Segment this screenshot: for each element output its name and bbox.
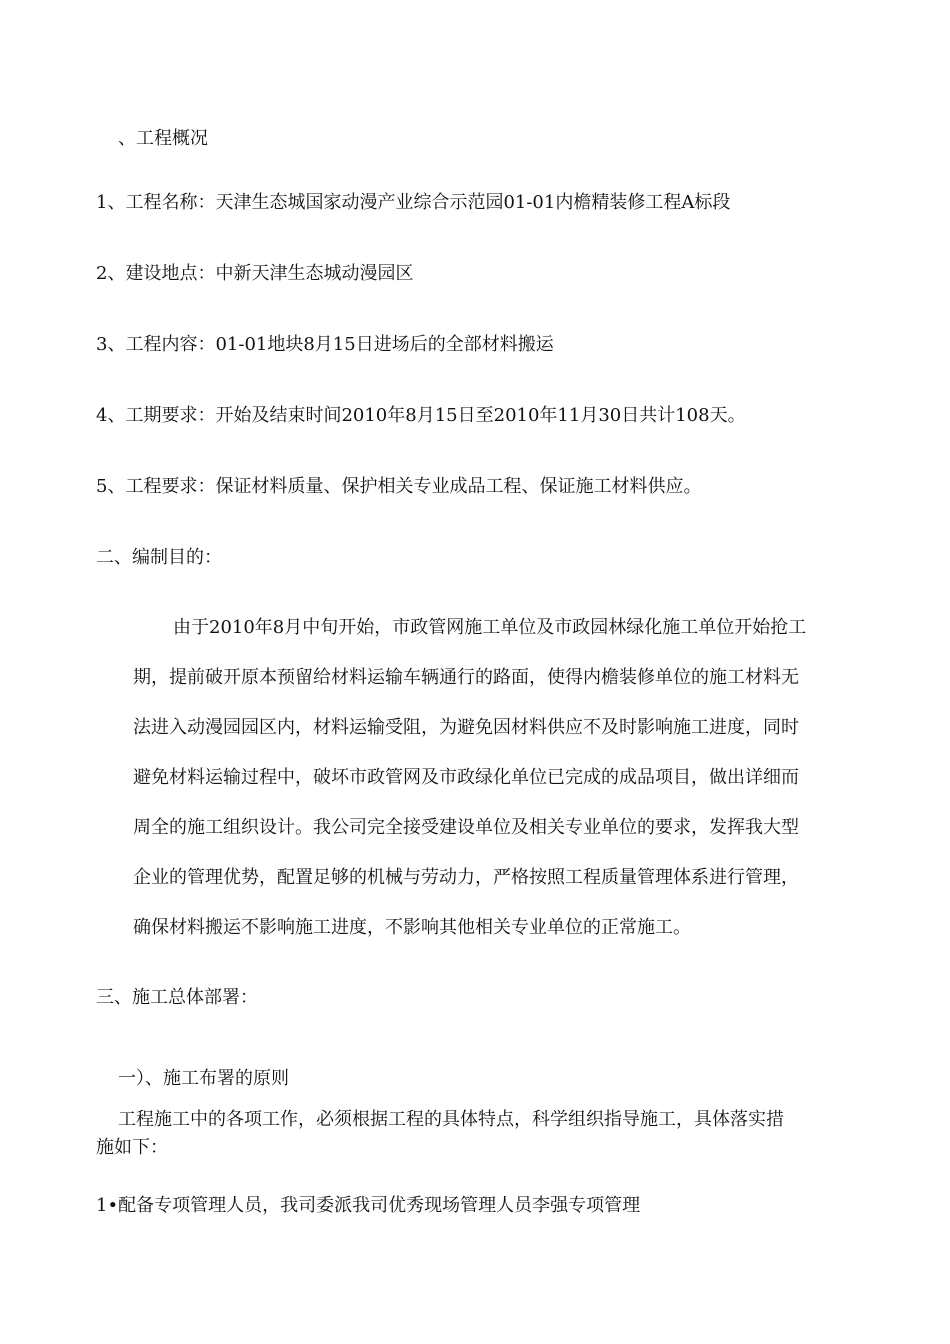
purpose-paragraph — [133, 615, 853, 965]
list-item-project-name: 1、工程名称：天津生态城国家动漫产业综合示范园01-01内檐精装修工程A标段 — [96, 192, 731, 213]
paragraph-line: 期，提前破开原本预留给材料运输车辆通行的路面，使得内檐装修单位的施工材料无 — [133, 667, 799, 688]
list-item-schedule: 4、工期要求：开始及结束时间2010年8月15日至2010年11月30日共计108天。 — [96, 405, 746, 426]
paragraph-line: 避免材料运输过程中，破坏市政管网及市政绿化单位已完成的成品项目，做出详细而 — [133, 767, 799, 788]
section-heading-deployment: 三、施工总体部署： — [96, 987, 258, 1008]
principles-paragraph-line: 施如下： — [96, 1137, 168, 1158]
paragraph-line: 周全的施工组织设计。我公司完全接受建设单位及相关专业单位的要求，发挥我大型 — [133, 817, 799, 838]
paragraph-line: 企业的管理优势，配置足够的机械与劳动力，严格按照工程质量管理体系进行管理， — [133, 867, 799, 888]
list-item-location: 2、建设地点：中新天津生态城动漫园区 — [96, 263, 414, 284]
list-item-requirements: 5、工程要求：保证材料质量、保护相关专业成品工程、保证施工材料供应。 — [96, 476, 702, 497]
paragraph-line: 由于2010年8月中旬开始，市政管网施工单位及市政园林绿化施工单位开始抢工 — [173, 617, 807, 638]
subsection-heading-principles: 一）、施工布署的原则 — [118, 1068, 289, 1089]
section-heading-overview: 、工程概况 — [118, 128, 208, 149]
paragraph-line: 确保材料搬运不影响施工进度，不影响其他相关专业单位的正常施工。 — [133, 917, 691, 938]
list-item-staffing: 1•配备专项管理人员，我司委派我司优秀现场管理人员李强专项管理 — [96, 1195, 641, 1216]
paragraph-line: 法进入动漫园园区内，材料运输受阻，为避免因材料供应不及时影响施工进度，同时 — [133, 717, 799, 738]
principles-paragraph-line: 工程施工中的各项工作，必须根据工程的具体特点，科学组织指导施工，具体落实措 — [118, 1109, 784, 1130]
section-heading-purpose: 二、编制目的： — [96, 547, 222, 568]
list-item-content: 3、工程内容：01-01地块8月15日进场后的全部材料搬运 — [96, 334, 554, 355]
